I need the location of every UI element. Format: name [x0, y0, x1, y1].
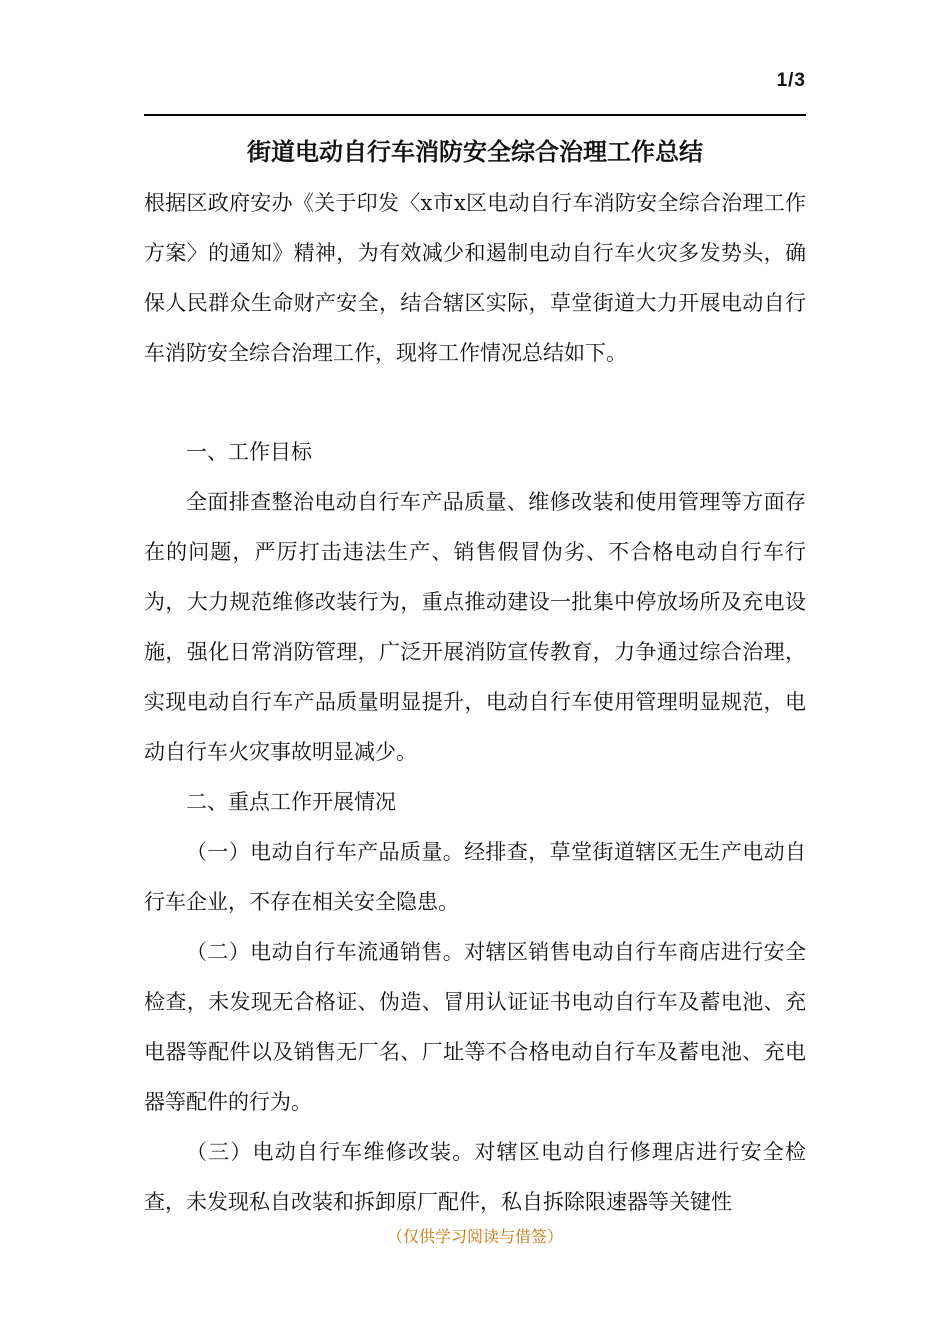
progress-item-product-quality: （一）电动自行车产品质量。经排查，草堂街道辖区无生产电动自行车企业，不存在相关安全隐患。 — [144, 840, 806, 914]
page-number: 1/3 — [776, 70, 806, 91]
progress-item-sales: （二）电动自行车流通销售。对辖区销售电动自行车商店进行安全检查，未发现无合格证、伪造、冒用认证证书电动自行车及蓄电池、充电器等配件以及销售无厂名、厂址等不合格电动自行车及蓄电池、充电器等配件的行为。 — [144, 940, 806, 1114]
header-divider — [144, 114, 806, 116]
section-heading-progress: 二、重点工作开展情况 — [186, 790, 396, 814]
document-title: 街道电动自行车消防安全综合治理工作总结 — [247, 138, 703, 166]
footer-note: （仅供学习阅读与借签） — [386, 1227, 563, 1246]
intro-paragraph: 根据区政府安办《关于印发〈x市x区电动自行车消防安全综合治理工作方案〉的通知》精神，为有效减少和遏制电动自行车火灾多发势头，确保人民群众生命财产安全，结合辖区实际，草堂街道大力开展电动自行车消防安全综合治理工作，现将工作情况总结如下。 — [144, 191, 806, 365]
progress-item-repair: （三）电动自行车维修改装。对辖区电动自行修理店进行安全检查，未发现私自改装和拆卸原厂配件，私自拆除限速器等关键性 — [144, 1140, 806, 1214]
document-body — [144, 178, 806, 1227]
section-heading-goals: 一、工作目标 — [186, 440, 312, 464]
section-body-goals: 全面排查整治电动自行车产品质量、维修改装和使用管理等方面存在的问题，严厉打击违法生产、销售假冒伪劣、不合格电动自行车行为，大力规范维修改装行为，重点推动建设一批集中停放场所及充电设施，强化日常消防管理，广泛开展消防宣传教育，力争通过综合治理，实现电动自行车产品质量明显提升，电动自行车使用管理明显规范，电动自行车火灾事故明显减少。 — [144, 490, 806, 764]
